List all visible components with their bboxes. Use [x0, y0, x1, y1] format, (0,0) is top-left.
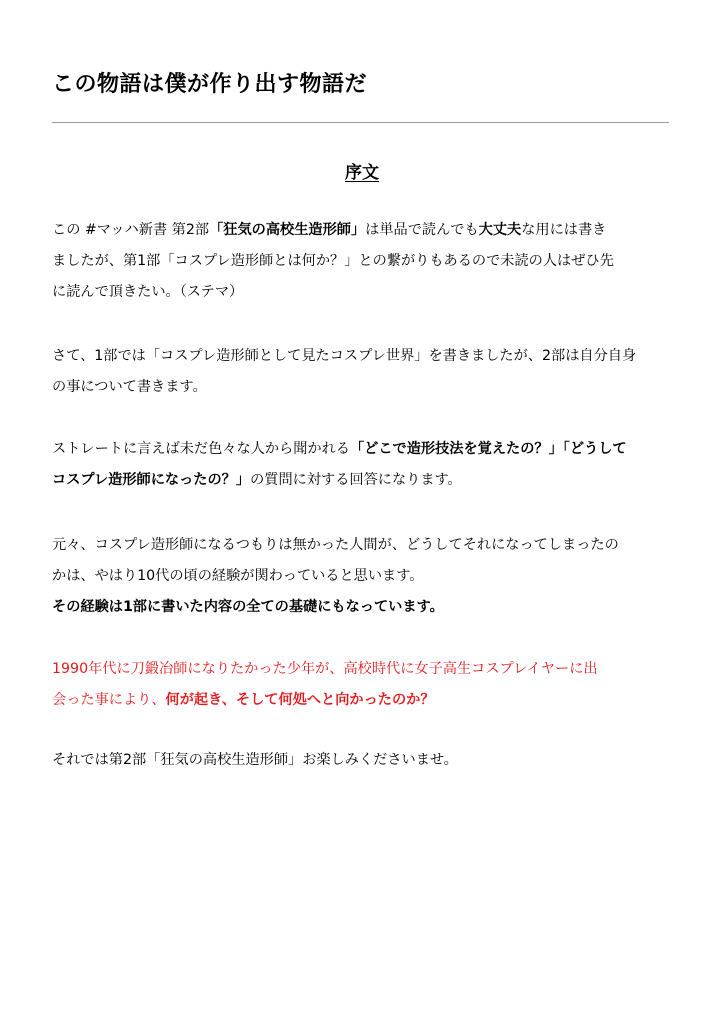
bold-text-run: 何が起き、そして何処へと向かったのか？: [165, 692, 435, 708]
paragraph-line-bold: その経験は1部に書いた内容の全ての基礎にもなっています。: [52, 599, 444, 615]
paragraph-line: さて、1部では「コスプレ造形師として見たコスプレ世界」を書きましたが、2部は自分自身: [52, 348, 637, 364]
paragraph-line: [52, 685, 674, 716]
document-title: この物語は僕が作り出す物語だ: [52, 72, 368, 97]
paragraph-line: ましたが、第1部「コスプレ造形師とは何か？」との繋がりもあるので未読の人はぜひ先: [52, 253, 614, 269]
title-divider: [52, 122, 669, 123]
text-run: は単品で読んでも: [365, 222, 479, 238]
paragraph-intro: [52, 215, 674, 308]
paragraph-line: 元々、コスプレ造形師になるつもりは無かった人間が、どうしてそれになってしまったの: [52, 537, 619, 553]
paragraph-part-overview: [52, 341, 674, 403]
paragraph-closing: [52, 745, 674, 776]
bold-title-run: 「狂気の高校生造形師」: [209, 222, 366, 238]
text-run: の質問に対する回答になります。: [250, 472, 462, 488]
paragraph-line: 1990年代に刀鍛冶師になりたかった少年が、高校時代に女子高生コスプレイヤーに出: [52, 661, 598, 677]
section-heading: [0, 158, 724, 183]
paragraph-experience: [52, 530, 674, 623]
text-run: 会った事により、: [52, 692, 166, 708]
paragraph-line: [52, 434, 674, 465]
bold-question-run: 「どこで造形技法を覚えたの？」「どうして: [349, 441, 627, 457]
text-run: この #マッハ新書 第2部: [52, 222, 210, 238]
bold-question-run: コスプレ造形師になったの？」: [52, 472, 251, 488]
paragraph-line: [52, 215, 674, 246]
text-run: ストレートに言えば未だ色々な人から聞かれる: [52, 441, 350, 457]
paragraph-line: [52, 465, 674, 496]
paragraph-questions: [52, 434, 674, 496]
paragraph-line: それでは第2部「狂気の高校生造形師」お楽しみくださいませ。: [52, 752, 458, 768]
section-heading-text: 序文: [345, 163, 379, 183]
paragraph-story-hook: [52, 654, 674, 716]
paragraph-line: の事について書きます。: [52, 379, 207, 395]
text-run: な用には書き: [521, 222, 607, 238]
paragraph-line: かは、やはり10代の頃の経験が関わっていると思います。: [52, 568, 424, 584]
bold-text-run: 大丈夫: [478, 222, 522, 238]
paragraph-line: に読んで頂きたい。（ステマ）: [52, 284, 244, 300]
